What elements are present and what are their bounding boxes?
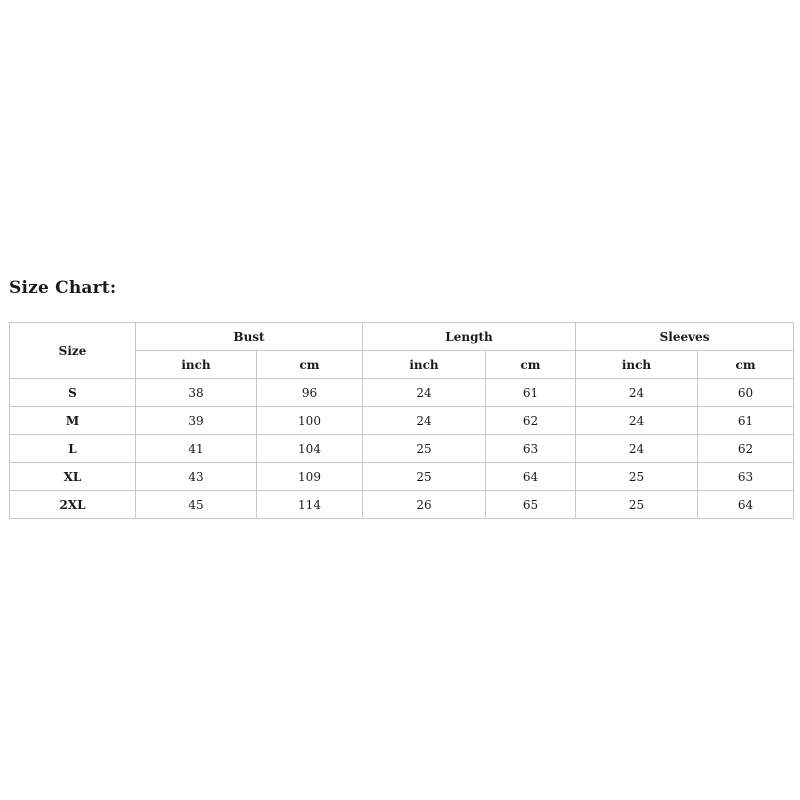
table-row: [10, 407, 794, 435]
sleeves-cm-cell: 62: [698, 435, 794, 463]
length-inch-cell: 24: [363, 407, 486, 435]
size-cell: M: [10, 407, 136, 435]
length-cm-cell: 61: [486, 379, 576, 407]
unit-header-bust-inch: inch: [136, 351, 257, 379]
sleeves-inch-cell: 24: [576, 407, 698, 435]
sleeves-inch-cell: 24: [576, 379, 698, 407]
sleeves-cm-cell: 64: [698, 491, 794, 519]
bust-inch-cell: 39: [136, 407, 257, 435]
size-chart-table: [9, 322, 794, 519]
header-row-groups: [10, 323, 794, 351]
unit-header-bust-cm: cm: [257, 351, 363, 379]
bust-inch-cell: 45: [136, 491, 257, 519]
sleeves-cm-cell: 63: [698, 463, 794, 491]
bust-inch-cell: 41: [136, 435, 257, 463]
length-cm-cell: 62: [486, 407, 576, 435]
unit-header-sleeves-inch: inch: [576, 351, 698, 379]
size-cell: S: [10, 379, 136, 407]
table-row: [10, 379, 794, 407]
length-inch-cell: 26: [363, 491, 486, 519]
length-cm-cell: 65: [486, 491, 576, 519]
size-cell: XL: [10, 463, 136, 491]
sleeves-inch-cell: 24: [576, 435, 698, 463]
bust-cm-cell: 104: [257, 435, 363, 463]
length-cm-cell: 64: [486, 463, 576, 491]
bust-inch-cell: 43: [136, 463, 257, 491]
size-column-header: Size: [10, 323, 136, 379]
unit-header-length-cm: cm: [486, 351, 576, 379]
size-cell: L: [10, 435, 136, 463]
sleeves-inch-cell: 25: [576, 463, 698, 491]
length-inch-cell: 25: [363, 435, 486, 463]
group-header-bust: Bust: [136, 323, 363, 351]
table-row: [10, 491, 794, 519]
table-row: [10, 463, 794, 491]
size-chart-title: Size Chart:: [9, 278, 117, 298]
sleeves-cm-cell: 61: [698, 407, 794, 435]
length-cm-cell: 63: [486, 435, 576, 463]
size-cell: 2XL: [10, 491, 136, 519]
bust-inch-cell: 38: [136, 379, 257, 407]
length-inch-cell: 24: [363, 379, 486, 407]
sleeves-cm-cell: 60: [698, 379, 794, 407]
bust-cm-cell: 114: [257, 491, 363, 519]
group-header-length: Length: [363, 323, 576, 351]
sleeves-inch-cell: 25: [576, 491, 698, 519]
table-row: [10, 435, 794, 463]
bust-cm-cell: 100: [257, 407, 363, 435]
bust-cm-cell: 96: [257, 379, 363, 407]
unit-header-sleeves-cm: cm: [698, 351, 794, 379]
length-inch-cell: 25: [363, 463, 486, 491]
unit-header-length-inch: inch: [363, 351, 486, 379]
group-header-sleeves: Sleeves: [576, 323, 794, 351]
bust-cm-cell: 109: [257, 463, 363, 491]
